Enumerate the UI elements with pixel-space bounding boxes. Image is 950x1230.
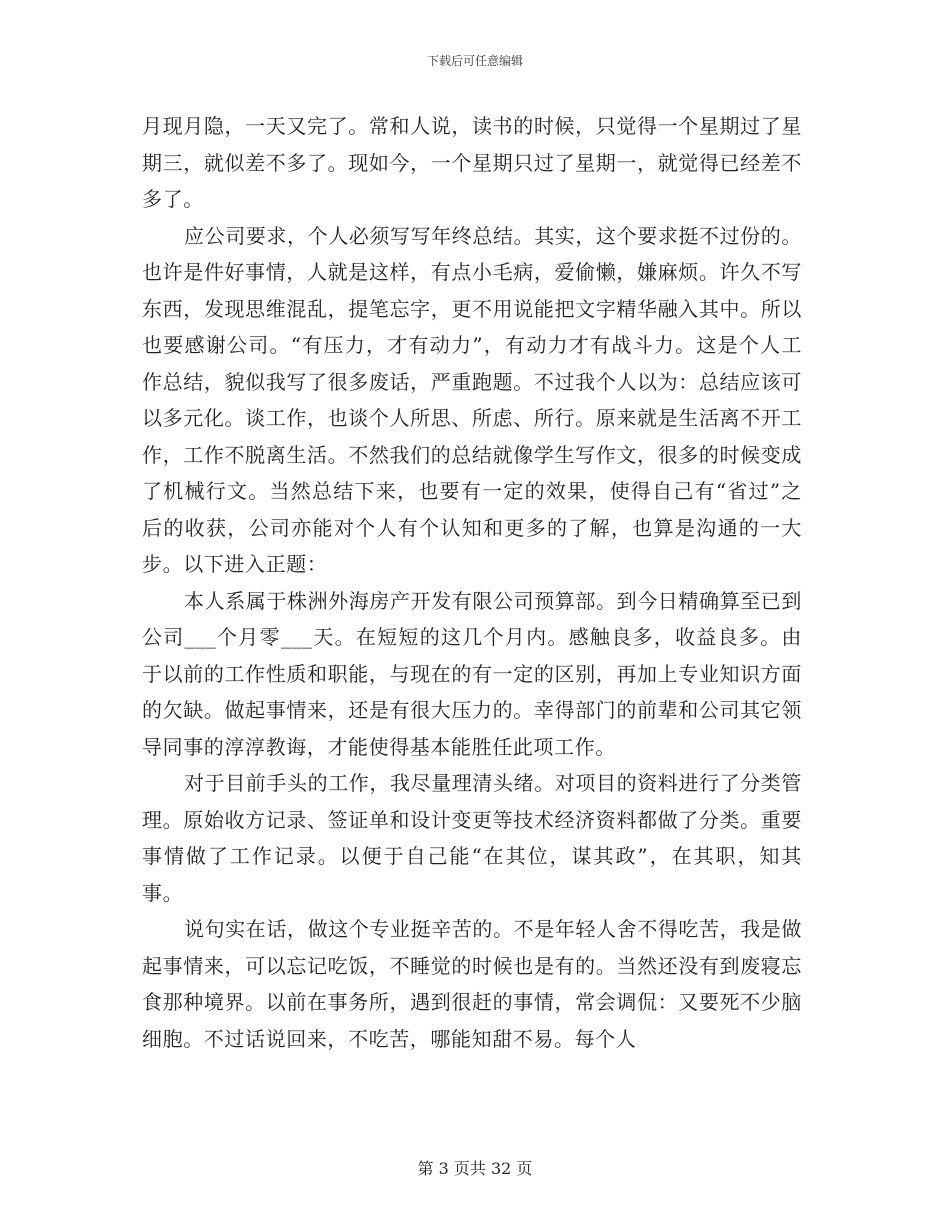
paragraph-5: 说句实在话，做这个专业挺辛苦的。不是年轻人舍不得吃苦，我是做起事情来，可以忘记吃饭，不睡觉的时候也是有的。当然还没有到废寝忘食那种境界。以前在事务所，遇到很赶的事情，常会调侃：又要死不少脑细胞。不过话说回来，不吃苦，哪能知甜不易。每个人: [142, 917, 802, 1051]
page-number-footer: 第 3 页共 32 页: [417, 1159, 533, 1178]
document-body: [142, 108, 802, 1057]
paragraph-3: 本人系属于株洲外海房产开发有限公司预算部。到今日精确算至已到公司___个月零___天。在短短的这几个月内。感触良多，收益良多。由于以前的工作性质和职能，与现在的有一定的区别，再加上专业知识方面的欠缺。做起事情来，还是有很大压力的。幸得部门的前辈和公司其它领导同事的淳淳教诲，才能使得基本能胜任此项工作。: [142, 588, 802, 759]
paragraph-4: 对于目前手头的工作，我尽量理清头绪。对项目的资料进行了分类管理。原始收方记录、签证单和设计变更等技术经济资料都做了分类。重要事情做了工作记录。以便于自己能“在其位，谋其政”，在其职，知其事。: [142, 771, 802, 905]
paragraph-2: 应公司要求，个人必须写写年终总结。其实，这个要求挺不过份的。也许是件好事情，人就是这样，有点小毛病，爱偷懒，嫌麻烦。许久不写东西，发现思维混乱，提笔忘字，更不用说能把文字精华融入其中。所以也要感谢公司。“有压力，才有动力”，有动力才有战斗力。这是个人工作总结，貌似我写了很多废话，严重跑题。不过我个人以为：总结应该可以多元化。谈工作，也谈个人所思、所虑、所行。原来就是生活离不开工作，工作不脱离生活。不然我们的总结就像学生写作文，很多的时候变成了机械行文。当然总结下来，也要有一定的效果，使得自己有“省过”之后的收获，公司亦能对个人有个认知和更多的了解，也算是沟通的一大步。以下进入正题：: [142, 223, 802, 576]
paragraph-1: 月现月隐，一天又完了。常和人说，读书的时候，只觉得一个星期过了星期三，就似差不多了。现如今，一个星期只过了星期一，就觉得已经差不多了。: [142, 114, 802, 211]
page-header: 下载后可任意编辑: [426, 54, 523, 68]
